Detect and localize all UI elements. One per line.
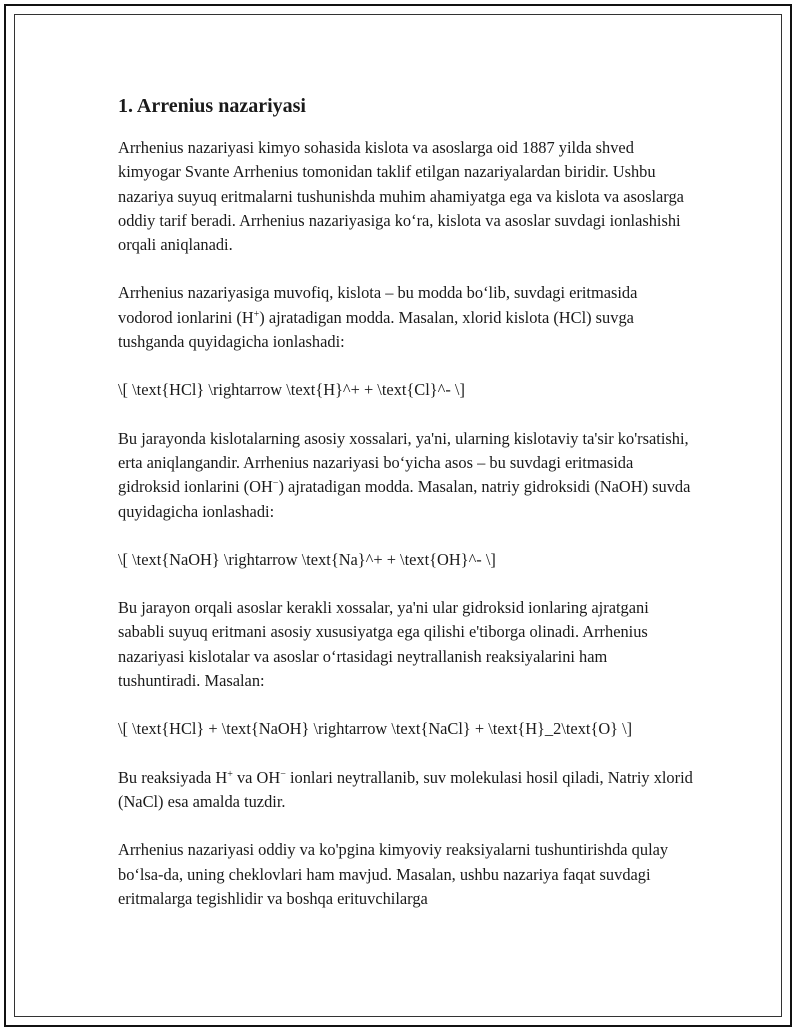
paragraph-limitations: Arrhenius nazariyasi oddiy va ko'pgina kimyoviy reaksiyalarni tushuntirishda qulay bo‘lsa-da, uning cheklovlari ham mavjud. Masalan, ushbu nazariya faqat suvdagi eritmalarga tegishlidir va boshqa erituvchilarga bbox=[118, 840, 669, 908]
paragraph-intro: Arrhenius nazariyasi kimyo sohasida kislota va asoslarga oid 1887 yilda shved kimyogar Svante Arrhenius tomonidan taklif etilgan nazariyalardan biridir. Ushbu nazariya suyuq eritmalarni tushunishda muhim ahamiyatga ega va kislota va asoslarga oddiy tarif beradi. Arrhenius nazariyasiga ko‘ra, kislota va asoslar suvdagi ionlashishi orqali aniqlanadi. bbox=[118, 138, 684, 255]
section-heading: 1. Arrenius nazariyasi bbox=[118, 95, 306, 117]
document-body bbox=[118, 92, 693, 935]
paragraph-base-definition bbox=[118, 427, 693, 524]
formula-neutralization: \[ \text{HCl} + \text{NaOH} \rightarrow \text{NaCl} + \text{H}_2\text{O} \] bbox=[118, 719, 633, 739]
hydroxide-charge-2: − bbox=[280, 768, 286, 780]
hydroxide-charge: − bbox=[272, 478, 279, 490]
reaction-text-2: va OH bbox=[232, 767, 281, 787]
paragraph-base-text-2: ) ajratadigan modda. Masalan, natriy gidroksidi (NaOH) suvda quyidagicha ionlashadi: bbox=[118, 477, 691, 521]
paragraph-acid-text-1: Arrhenius nazariyasiga muvofiq, kislota – bu modda bo‘lib, suvdagi eritmasida vodorod ionlarini (H bbox=[118, 283, 638, 327]
formula-naoh-ionization: \[ \text{NaOH} \rightarrow \text{Na}^+ + \text{OH}^- \] bbox=[118, 549, 496, 569]
hydrogen-charge-2: + bbox=[227, 768, 233, 780]
paragraph-reaction-explanation bbox=[118, 766, 693, 815]
hydrogen-charge: + bbox=[253, 308, 260, 320]
reaction-text-1: Bu reaksiyada H bbox=[118, 767, 228, 787]
paragraph-acid-text-2: ) ajratadigan modda. Masalan, xlorid kislota (HCl) suvga tushganda quyidagicha ionlashadi: bbox=[118, 307, 634, 352]
paragraph-base-text-1: Bu jarayonda kislotalarning asosiy xossalari, ya'ni, ularning kislotaviy ta'sir ko'rsatishi, erta aniqlangandir. Arrhenius nazariyasi bo‘yicha asos – bu suvdagi eritmasida gidroksid ionlarini (OH bbox=[118, 428, 689, 497]
formula-hcl-ionization: \[ \text{HCl} \rightarrow \text{H}^+ + \text{Cl}^- \] bbox=[118, 380, 465, 400]
paragraph-neutralization: Bu jarayon orqali asoslar kerakli xossalar, ya'ni ular gidroksid ionlaring ajratgani sababli suyuq eritmani asosiy xususiyatga ega qilishi e'tiborga olinadi. Arrhenius nazariyasi kislotalar va asoslar o‘rtasidagi neytrallanish reaksiyalarini ham tushuntiradi. Masalan: bbox=[118, 598, 649, 691]
reaction-text-3: ionlari neytrallanib, suv molekulasi hosil qiladi, Natriy xlorid (NaCl) esa amalda tuzdir. bbox=[118, 767, 693, 811]
paragraph-acid-definition bbox=[118, 281, 693, 354]
